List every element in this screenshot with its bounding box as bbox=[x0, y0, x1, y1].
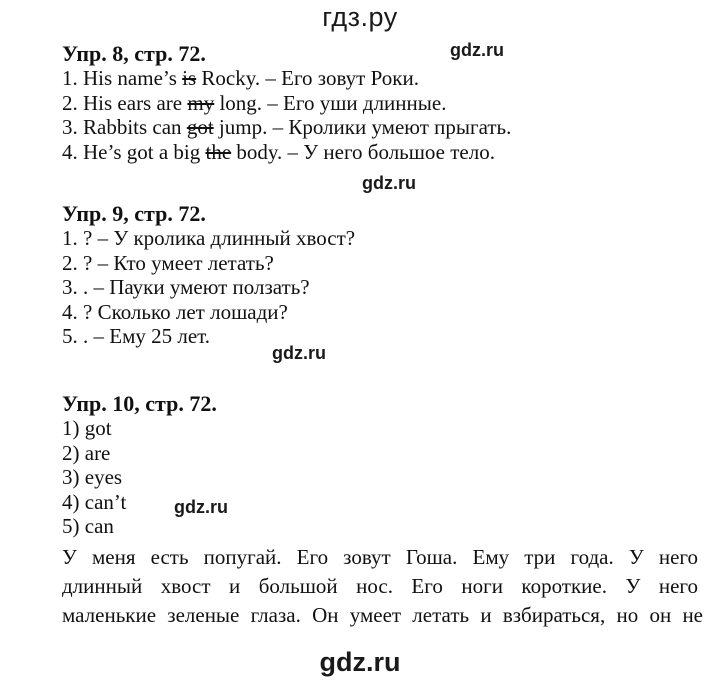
exercise-9-line-1: 1. ? – У кролика длинный хвост? bbox=[62, 226, 356, 250]
exercise-8-line-4 bbox=[62, 140, 702, 165]
exercise-10 bbox=[62, 392, 702, 539]
struck-word: got bbox=[186, 115, 214, 139]
exercise-9-line-4: 4. ? Сколько лет лошади? bbox=[62, 299, 288, 324]
line-text: Rocky. – Его зовут Роки. bbox=[196, 66, 419, 90]
exercise-9-title: Упр. 9, стр. 72. bbox=[62, 201, 206, 226]
exercise-10-line-2: 2) are bbox=[62, 440, 111, 465]
line-text: long. – Его уши длинные. bbox=[214, 90, 447, 115]
exercise-10-title: Упр. 10, стр. 72. bbox=[62, 391, 217, 416]
exercise-8 bbox=[62, 42, 702, 164]
exercise-8-line-2 bbox=[62, 91, 702, 116]
line-text: jump. – Кролики умеют прыгать. bbox=[213, 115, 512, 139]
line-text: 2. His ears are bbox=[62, 90, 188, 115]
paragraph-line: длинный хвост и большой нос. Его ноги короткие. У него bbox=[62, 574, 698, 598]
line-text: 4. He’s got a big bbox=[62, 139, 206, 164]
watermark-inline: gdz.ru bbox=[174, 497, 228, 517]
exercise-8-line-1 bbox=[62, 66, 702, 91]
line-text: body. – У него большое тело. bbox=[231, 139, 495, 164]
struck-word: is bbox=[182, 66, 197, 90]
exercise-10-line-5: 5) can bbox=[62, 514, 114, 538]
exercise-9-line-5: 5. . – Ему 25 лет. bbox=[62, 324, 211, 348]
exercise-8-title: Упр. 8, стр. 72. bbox=[62, 41, 206, 66]
exercise-10-line-3: 3) eyes bbox=[62, 465, 123, 489]
struck-word: my bbox=[187, 90, 215, 115]
exercise-10-paragraph bbox=[62, 543, 703, 630]
watermark-inline: gdz.ru bbox=[272, 343, 326, 363]
exercise-9-line-2: 2. ? – Кто умеет летать? bbox=[62, 250, 274, 275]
paragraph-line: маленькие зеленые глаза. Он умеет летать и взбираться, но он не bbox=[62, 603, 703, 627]
line-text: 1. His name’s bbox=[62, 66, 183, 90]
exercise-8-line-3 bbox=[62, 115, 702, 140]
site-watermark-footer: gdz.ru bbox=[319, 647, 401, 677]
line-text: 3. Rabbits can bbox=[62, 115, 187, 139]
exercise-9-line-3: 3. . – Пауки умеют ползать? bbox=[62, 275, 310, 299]
site-watermark-header: гдз.ру bbox=[322, 2, 398, 32]
exercise-10-line-4: 4) can’t bbox=[62, 489, 127, 514]
watermark-inline: gdz.ru bbox=[450, 40, 504, 60]
struck-word: the bbox=[205, 139, 232, 164]
watermark-inline: gdz.ru bbox=[362, 173, 416, 193]
paragraph-line: У меня есть попугай. Его зовут Гоша. Ему три года. У него bbox=[62, 545, 698, 569]
exercise-10-line-1: 1) got bbox=[62, 416, 112, 440]
exercise-9 bbox=[62, 202, 702, 349]
